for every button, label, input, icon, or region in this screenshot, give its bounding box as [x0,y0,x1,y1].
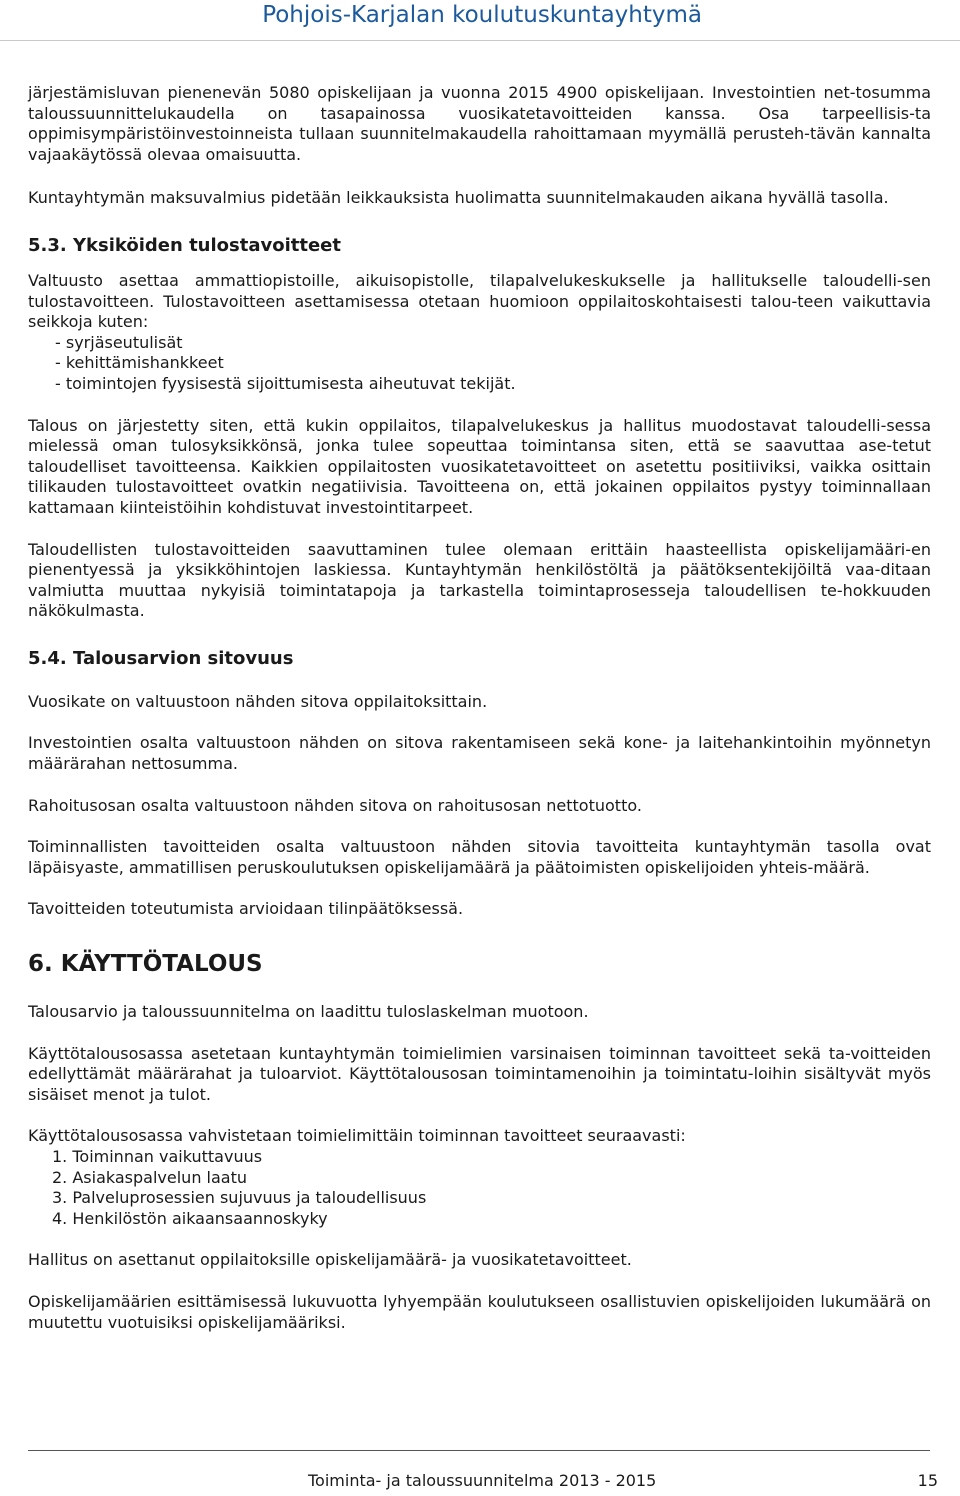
paragraph-liquidity: Kuntayhtymän maksuvalmius pidetään leikkauksista huolimatta suunnitelmakauden aikana hyvällä tasolla. [28,188,889,208]
paragraph-operational-targets: Toiminnallisten tavoitteiden osalta valtuustoon nähden sitovia tavoitteita kuntayhtymän tasolla ovat läpäisyaste, ammatillisen peruskoulutuksen opiskelijamäärä ja päätoimisten opiskelijoiden yhteis-määrä. [28,837,931,877]
paragraph-student-counts: Opiskelijamäärien esittämisessä lukuvuotta lyhyempään koulutukseen osallistuvien opiskelijoiden lukumäärä on muutettu vuotuisiksi opiskelijamääriksi. [28,1291,931,1332]
page-body [28,83,931,1333]
target-list [28,1147,931,1229]
list-item: 4. Henkilöstön aikaansaannoskyky [52,1208,328,1228]
paragraph-operating-section: Käyttötalousosassa asetetaan kuntayhtymän toimielimien varsinaisen toiminnan tavoitteet sekä ta-voitteiden edellyttämät määrärahat ja tuloarviot. Käyttötalousosan toimintamenoihin ja toimintatu-loihin sisältyvät myös sisäiset menot ja tulot. [28,1043,931,1104]
heading-budget-binding: 5.4. Talousarvion sitovuus [28,647,294,669]
paragraph-annual-margin: Vuosikate on valtuustoon nähden sitova oppilaitoksittain. [28,691,488,711]
list-item: - syrjäseutulisät [55,332,183,352]
factor-list [28,333,931,395]
page-number: 15 [917,1471,938,1490]
paragraph-financing-binding: Rahoitusosan osalta valtuustoon nähden sitova on rahoitusosan nettotuotto. [28,795,642,815]
header-divider [0,40,960,41]
paragraph-investments-binding: Investointien osalta valtuustoon nähden on sitova rakentamiseen sekä kone- ja laitehankintoihin myönnetyn määrärahan nettosumma. [28,733,931,774]
heading-unit-targets: 5.3. Yksiköiden tulostavoitteet [28,234,341,256]
paragraph-challenges: Taloudellisten tulostavoitteiden saavuttaminen tulee olemaan erittäin haasteellista opiskelijamääri-en pienentyessä ja yksikköhintojen laskiessa. Kuntayhtymän henkilöstöltä ja päätöksentekijöiltä vaa-ditaan valmiutta muuttaa nykyisiä toimintatapoja ja tarkastella toimintaprosesseja taloudellisen te-hokkuuden näkökulmasta. [28,539,931,621]
paragraph-targets-intro: Käyttötalousosassa vahvistetaan toimielimittäin toiminnan tavoitteet seuraavasti: [28,1126,686,1146]
list-item: 2. Asiakaspalvelun laatu [52,1167,248,1187]
paragraph-council-targets: Valtuusto asettaa ammattiopistoille, aikuisopistolle, tilapalvelukeskukselle ja hallitukselle taloudelli-sen tulostavoitteen. Tulostavoitteen asettamisessa otetaan huomioon oppilaitoskohtaisesti talou-teen vaikuttavia seikkoja kuten: [28,270,931,332]
header-title: Pohjois-Karjalan koulutuskuntayhtymä [262,2,702,28]
footer-title: Toiminta- ja taloussuunnitelma 2013 - 2015 [308,1471,657,1490]
paragraph-evaluation: Tavoitteiden toteutumista arvioidaan tilinpäätöksessä. [28,899,464,919]
paragraph-budget-format: Talousarvio ja taloussuunnitelma on laadittu tuloslaskelman muotoon. [28,1002,589,1022]
list-item: - kehittämishankkeet [55,353,224,373]
list-item: 1. Toiminnan vaikuttavuus [52,1147,263,1166]
paragraph-board-targets: Hallitus on asettanut oppilaitoksille opiskelijamäärä- ja vuosikatetavoitteet. [28,1250,632,1270]
list-item: - toimintojen fyysisestä sijoittumisesta aiheutuvat tekijät. [55,373,516,393]
list-item: 3. Palveluprosessien sujuvuus ja taloudellisuus [52,1188,427,1208]
heading-operating-economy: 6. KÄYTTÖTALOUS [28,951,263,978]
footer-divider [28,1450,930,1451]
paragraph-investment: järjestämisluvan pienenevän 5080 opiskelijaan ja vuonna 2015 4900 opiskelijaan. Investointien net-tosumma taloussuunnittelukaudella on tasapainossa vuosikatetavoitteiden kanssa. Osa tarpeellisis-ta oppimisympäristöinvestoinneista tullaan suunnitelmakaudella rahoittamaan myymällä perusteh-tävän kannalta vajaakäytössä olevaa omaisuutta. [28,83,931,164]
paragraph-profit-units: Talous on järjestetty siten, että kukin oppilaitos, tilapalvelukeskus ja hallitus muodostavat taloudelli-sessa mielessä oman tulosyksikkönsä, jonka tulee sopeuttaa toimintansa siten, että se saavuttaa ase-tetut taloudelliset tavoitteensa. Kaikkien oppilaitosten vuosikatetavoitteet on asetettu positiiviksi, vaikka osittain tilikauden tulostavoitteet ovatkin negatiivisia. Tavoitteena on, että jokainen oppilaitos pystyy toiminnallaan kattamaan kiinteistöihin kohdistuvat investointitarpeet. [28,415,931,517]
